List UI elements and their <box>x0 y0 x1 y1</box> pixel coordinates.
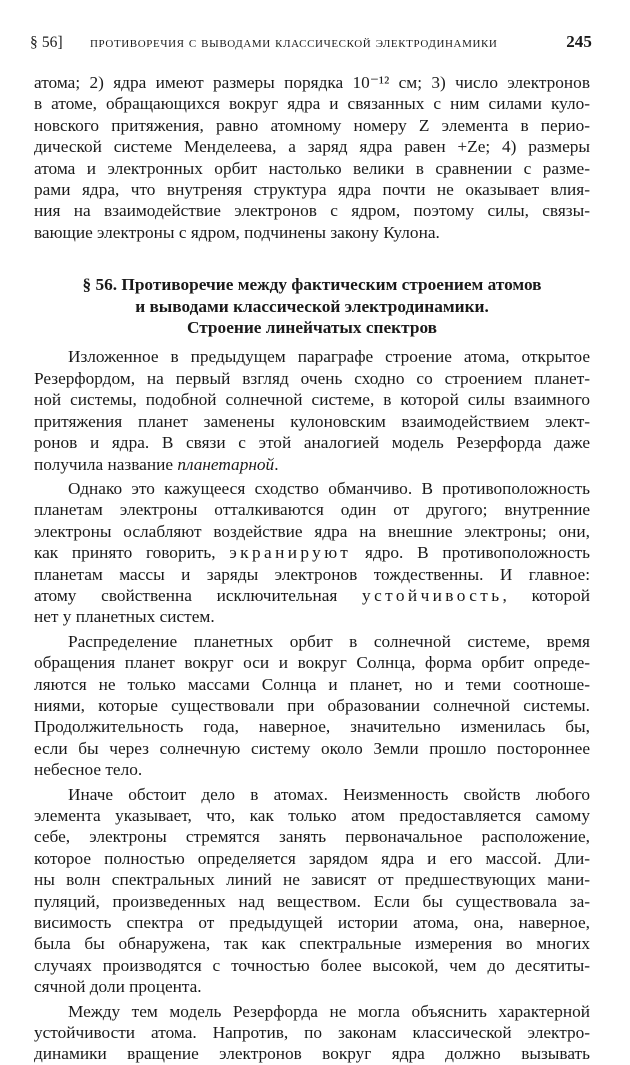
text-line: ной системы, подобной солнечной системе, в которой силы взаимного <box>34 390 590 410</box>
text-line: планетам электроны отталкиваются один от другого; внутренние <box>34 500 590 520</box>
text-line: устойчивости атома. Напротив, по законам классической электро- <box>34 1023 590 1043</box>
paragraph-2 <box>34 478 590 628</box>
spaced-term: экранируют <box>229 543 352 563</box>
text-line: пуляций, произведенных над веществом. Если бы существовала за- <box>34 891 590 911</box>
text-fragment: ядро. В противоположность <box>351 543 590 563</box>
text-line: небесное тело. <box>34 760 143 780</box>
text-line: вающие электроны с ядром, подчинены закону Кулона. <box>34 222 440 242</box>
paragraph-4 <box>34 784 590 998</box>
intro-paragraph <box>34 72 590 243</box>
text-line: ния на взаимодействие электронов с ядром, поэтому силы, связы- <box>34 201 590 221</box>
text-line: элемента указывает, что, как только атом предоставляется самому <box>34 806 590 825</box>
text-fragment: , которой <box>502 585 590 605</box>
text-line: электроны ослабляют воздействие ядра на внешние электроны; они, <box>34 521 590 541</box>
text-line: динамики вращение электронов вокруг ядра должно вызывать <box>34 1044 590 1064</box>
text-line: Иначе обстоит дело в атомах. Неизменность свойств любого <box>68 784 590 804</box>
paragraph-5 <box>34 1001 590 1065</box>
text-line: Однако это кажущееся сходство обманчиво. В противоположность <box>68 478 590 498</box>
text-line: новского притяжения, равно атомному номеру Z элемента в перио- <box>34 115 590 135</box>
text-line: рами ядра, что внутреняя структура ядра почти не оказывает влия- <box>34 180 590 200</box>
text-line <box>34 542 590 563</box>
text-fragment: атому свойственна исключительная <box>34 585 363 605</box>
text-fragment: как принято говорить, <box>34 543 230 563</box>
text-line: сячной доли процента. <box>34 977 202 997</box>
italic-term: планетарной <box>177 454 275 474</box>
text-fragment: . <box>274 454 279 474</box>
text-line: планетам массы и заряды электронов тождественны. И главное: <box>34 564 590 584</box>
running-head <box>30 34 592 58</box>
paragraph-3 <box>34 631 590 781</box>
text-line: ронов и ядра. В связи с этой аналогией модель Резерфорда даже <box>34 433 590 453</box>
page-body <box>34 72 590 1065</box>
text-line: ниями, которые существовали при образовании солнечной системы. <box>34 695 590 715</box>
text-line: которое полностью определяется зарядом ядра и его массой. Дли- <box>34 848 590 868</box>
text-line: обращения планет вокруг оси и вокруг Солнца, форма орбит опреде- <box>34 653 590 673</box>
text-line: ляются не только массами Солнца и планет, но и теми соотноше- <box>34 674 590 694</box>
text-line <box>34 454 590 475</box>
text-fragment: получила название <box>34 454 178 474</box>
text-line: себе, электроны стремятся занять первоначальное расположение, <box>34 827 590 847</box>
page-number: 245 <box>566 32 592 51</box>
text-line: нет у планетных систем. <box>34 607 215 627</box>
text-line: Изложенное в предыдущем параграфе строение атома, открытое <box>68 347 590 367</box>
text-line: дической системе Менделеева, а заряд ядра равен +Ze; 4) размеры <box>34 137 590 157</box>
text-line: в атоме, обращающихся вокруг ядра и связанных с ним силами куло- <box>34 94 590 114</box>
text-line: висимость спектра от предыдущей истории атома, она, наверное, <box>34 913 590 933</box>
text-line: атома; 2) ядра имеют размеры порядка 10⁻¹² см; 3) число электронов <box>34 73 590 92</box>
section-heading-line: § 56. Противоречие между фактическим строением атомов <box>82 275 542 295</box>
header-title: противоречия с выводами классической электродинамики <box>90 35 498 51</box>
section-heading <box>34 274 590 338</box>
text-line: если бы через солнечную систему около Земли прошло постороннее <box>34 738 590 758</box>
section-heading-line: Строение линейчатых спектров <box>186 318 437 338</box>
text-line: Резерфордом, на первый взгляд очень сходно со строением планет- <box>34 368 590 388</box>
text-line: ны волн спектральных линий не зависят от предшествующих мани- <box>34 870 590 890</box>
spaced-term: устойчивость <box>362 585 503 605</box>
text-line: Продолжительность года, наверное, значительно изменилась бы, <box>34 717 590 737</box>
text-line <box>34 585 590 606</box>
text-line: случаях производятся с точностью более высокой, чем до десятиты- <box>34 955 590 975</box>
text-line: Распределение планетных орбит в солнечной системе, время <box>68 631 590 651</box>
text-line: атома и электронных орбит настолько велики в сравнении с разме- <box>34 158 590 178</box>
section-heading-line: и выводами классической электродинамики. <box>135 296 489 316</box>
text-line: была бы обнаружена, так как спектральные измерения во многих <box>34 934 590 954</box>
paragraph-1 <box>34 346 590 474</box>
text-line: притяжения планет заменены кулоновским взаимодействием элект- <box>34 411 590 431</box>
text-line: Между тем модель Резерфорда не могла объяснить характерной <box>68 1001 590 1021</box>
header-section-ref: § 56] <box>30 34 63 51</box>
